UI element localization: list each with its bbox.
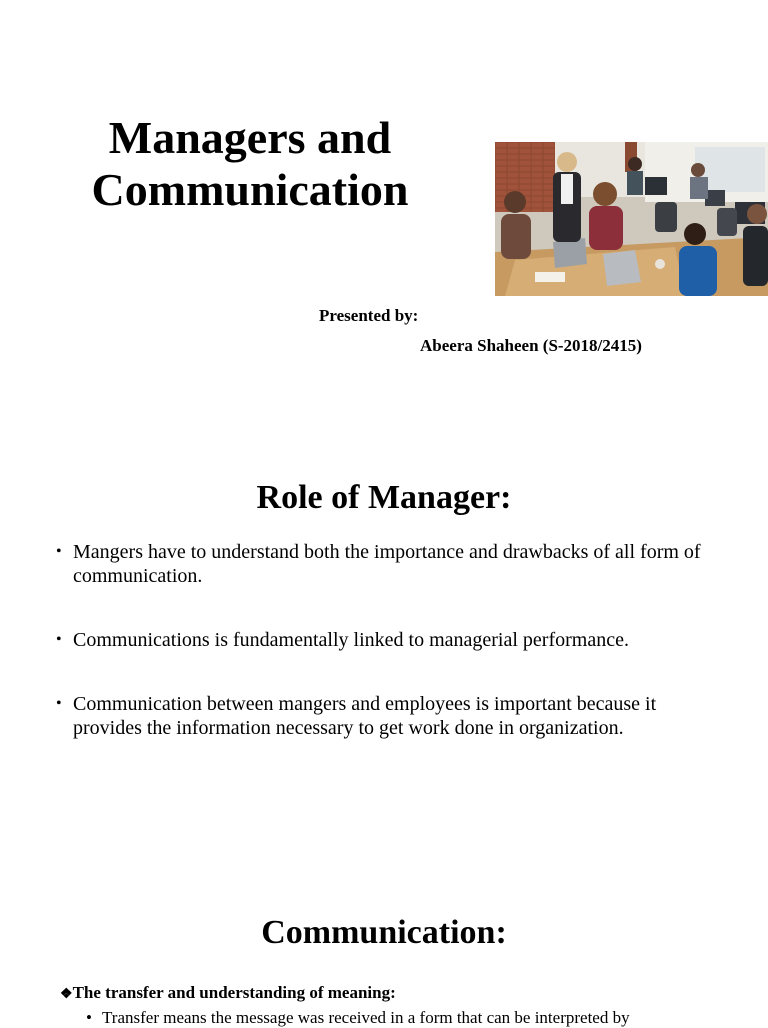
presentation-title	[60, 112, 440, 216]
slide-heading: Role of Manager:	[256, 479, 512, 516]
definition-heading	[60, 983, 396, 1003]
title-slide	[0, 0, 768, 420]
communication-slide	[0, 905, 768, 1027]
presenter-name: Abeera Shaheen (S-2018/2415)	[420, 336, 642, 355]
slide-heading: Communication:	[261, 914, 507, 951]
bullet-item: • Transfer means the message was received in a form that can be interpreted by	[86, 1008, 766, 1028]
title-line-1: Managers and	[108, 112, 392, 163]
bullet-item: • Communications is fundamentally linked to managerial performance.	[56, 628, 726, 652]
title-line-2: Communication	[91, 164, 409, 215]
office-team-photo	[495, 142, 768, 296]
diamond-bullet-icon: ❖	[60, 987, 73, 1002]
bullet-list	[56, 540, 726, 740]
definition-bullet-list	[86, 1008, 766, 1028]
bullet-item: • Communication between mangers and employees is important because it provides the information necessary to get work done in organization.	[56, 692, 726, 740]
definition-text: The transfer and understanding of meaning:	[72, 983, 396, 1002]
presented-by-label: Presented by:	[319, 306, 419, 325]
role-of-manager-slide	[0, 470, 768, 790]
bullet-item: • Mangers have to understand both the importance and drawbacks of all form of communication.	[56, 540, 726, 588]
